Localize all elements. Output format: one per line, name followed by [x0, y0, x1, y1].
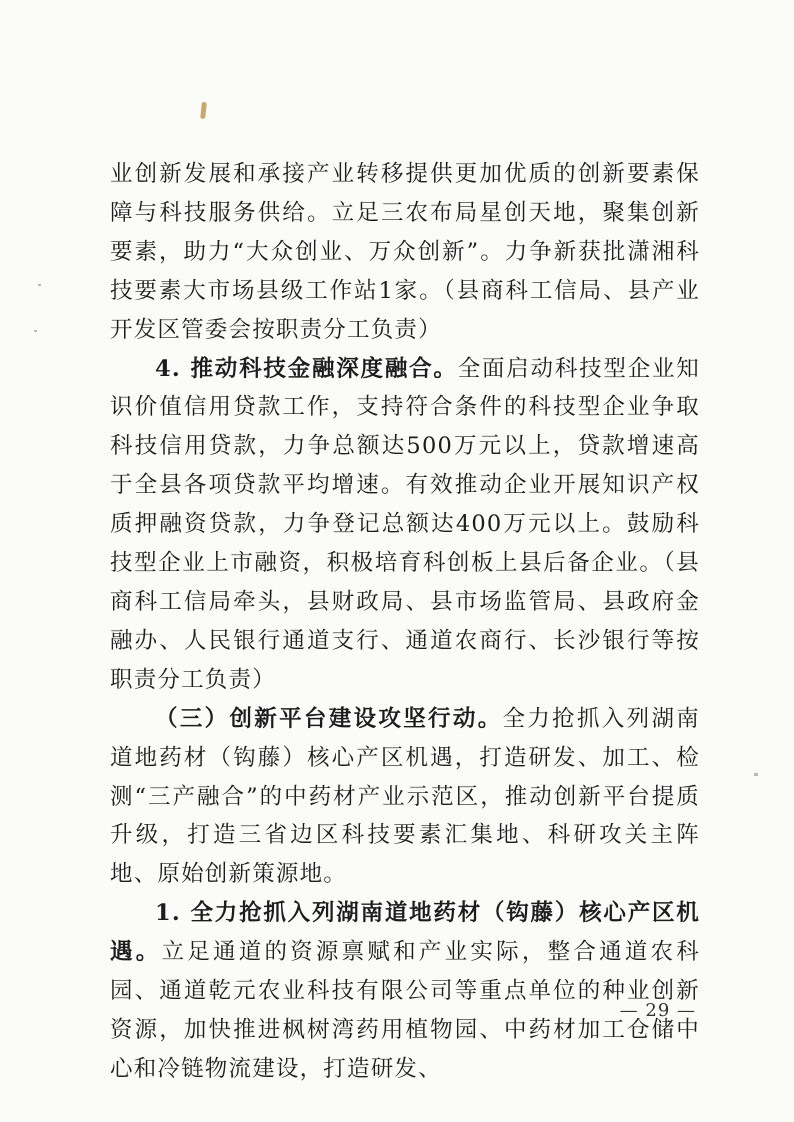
scan-speck [34, 330, 37, 332]
paragraph-2 [110, 350, 700, 700]
page-number: — 29 — [619, 1000, 696, 1021]
paragraph-heading: 4. 推动科技金融深度融合。 [155, 355, 458, 382]
paragraph-3 [110, 700, 700, 895]
paragraph-text: 全力抢抓入列湖南道地药材（钩藤）核心产区机遇，打造研发、加工、检测“三产融合”的中药材产业示范区，推动创新平台提质升级，打造三省边区科技要素汇集地、科研攻关主阵地、原始创新策源地。 [110, 705, 700, 888]
document-body [110, 155, 700, 1089]
paragraph-text: 全面启动科技型企业知识价值信用贷款工作，支持符合条件的科技型企业争取科技信用贷款，力争总额达500万元以上，贷款增速高于全县各项贷款平均增速。有效推动企业开展知识产权质押融资贷款，力争登记总额达400万元以上。鼓励科技型企业上市融资，积极培育科创板上县后备企业。（县商科工信局牵头，县财政局、县市场监管局、县政府金融办、人民银行通道支行、通道农商行、长沙银行等按职责分工负责） [110, 355, 700, 693]
paragraph-text: 立足通道的资源禀赋和产业实际，整合通道农科园、通道乾元农业科技有限公司等重点单位的种业创新资源，加快推进枫树湾药用植物园、中药材加工仓储中心和冷链物流建设，打造研发、 [110, 939, 700, 1082]
paragraph-text: 业创新发展和承接产业转移提供更加优质的创新要素保障与科技服务供给。立足三农布局星创天地，聚集创新要素，助力“大众创业、万众创新”。力争新获批潇湘科技要素大市场县级工作站1家。（县商科工信局、县产业开发区管委会按职责分工负责） [110, 161, 700, 343]
scan-speck [754, 773, 758, 776]
paragraph-heading: 1. 全力抢抓入列湖南道地药材（钩藤）核心产区机遇。 [110, 900, 700, 966]
scan-mark [200, 102, 207, 119]
paragraph-4 [110, 894, 700, 1089]
paragraph-1 [110, 155, 700, 350]
scan-speck [38, 284, 41, 286]
section-heading: （三）创新平台建设攻坚行动。 [155, 705, 503, 732]
